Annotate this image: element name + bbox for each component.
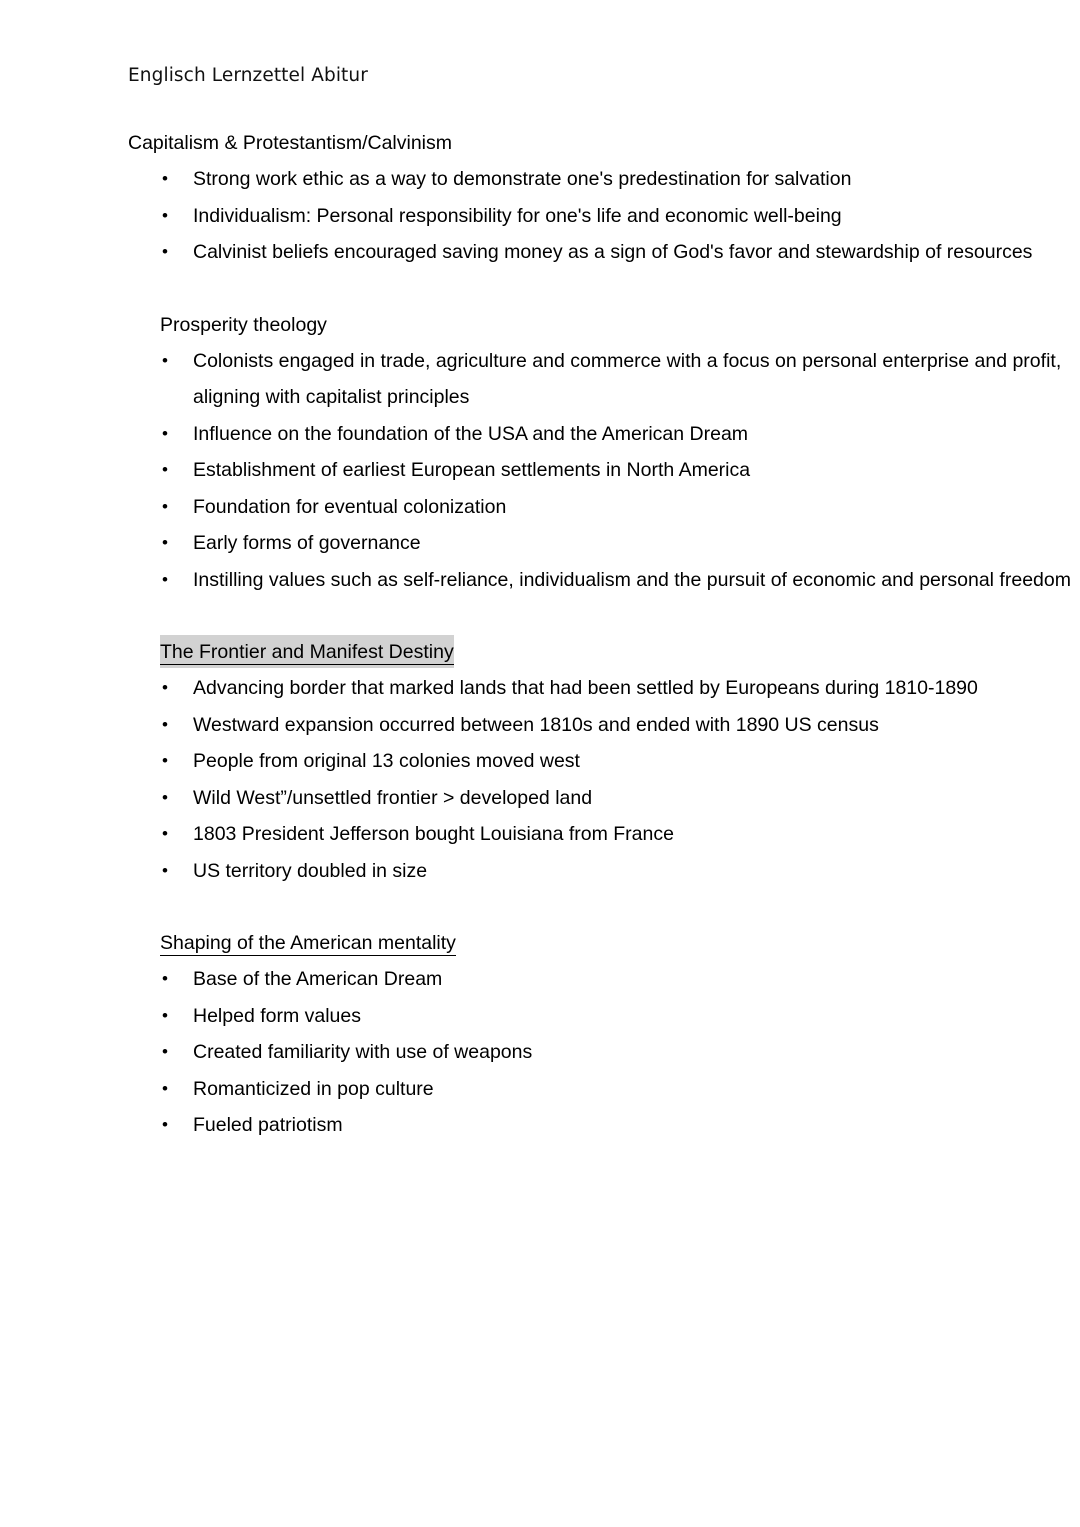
list-item	[0, 780, 1080, 817]
section-frontier-manifest-destiny	[0, 634, 1080, 889]
section-prosperity-theology	[0, 307, 1080, 599]
bullet-icon: •	[162, 751, 168, 770]
list-item-text: Foundation for eventual colonization	[193, 495, 507, 518]
bullet-icon: •	[162, 787, 168, 807]
list-item-text: Base of the American Dream	[193, 968, 443, 990]
bullet-icon: •	[162, 824, 168, 843]
document-header-title: Englisch Lernzettel Abitur	[128, 65, 368, 86]
list-item-text: 1803 President Jefferson bought Louisiana from France	[193, 823, 674, 845]
list-item-text: Calvinist beliefs encouraged saving money as a sign of God's favor and stewardship of resources	[193, 241, 1033, 263]
list-item-text: Helped form values	[193, 1004, 361, 1027]
bullet-icon: •	[162, 350, 168, 370]
list-item	[0, 670, 1080, 707]
list-item	[0, 743, 1080, 780]
list-item-text: Colonists engaged in trade, agriculture and commerce with a focus on personal enterprise and profit, aligning with capitalist principles	[193, 349, 1062, 408]
bullet-icon: •	[162, 860, 168, 880]
bullet-icon: •	[162, 460, 168, 479]
bullet-icon: •	[162, 1078, 168, 1098]
bullet-icon: •	[162, 969, 168, 988]
bullet-icon: •	[162, 496, 168, 516]
list-item	[0, 853, 1080, 890]
list-item-text: US territory doubled in size	[193, 859, 428, 882]
section-heading-text: Prosperity theology	[160, 313, 327, 336]
bullet-icon: •	[162, 169, 168, 188]
bullet-icon: •	[162, 1005, 168, 1025]
list-item	[0, 525, 1080, 562]
list-item-text: Fueled patriotism	[193, 1114, 343, 1136]
bullet-icon: •	[162, 533, 168, 552]
section-heading-highlighted	[0, 634, 1080, 670]
list-item	[0, 707, 1080, 744]
list-item-text: Early forms of governance	[193, 532, 421, 554]
list-item	[0, 452, 1080, 489]
list-item-text: Influence on the foundation of the USA and the American Dream	[193, 422, 749, 445]
bullet-icon: •	[162, 714, 168, 734]
list-item-text: People from original 13 colonies moved west	[193, 750, 580, 772]
bullet-list	[0, 343, 1080, 599]
list-item-text: Individualism: Personal responsibility for one's life and economic well-being	[193, 204, 842, 227]
list-item-text: Romanticized in pop culture	[193, 1077, 434, 1100]
list-item	[0, 562, 1080, 599]
bullet-list	[0, 161, 1080, 271]
section-capitalism-protestantism	[0, 125, 1080, 271]
list-item	[0, 489, 1080, 526]
section-gap	[0, 271, 1080, 307]
bullet-icon: •	[162, 242, 168, 261]
list-item	[0, 161, 1080, 198]
list-item-text: Advancing border that marked lands that had been settled by Europeans during 1810-1890	[193, 677, 978, 699]
list-item-text: Created familiarity with use of weapons	[193, 1041, 533, 1063]
list-item	[0, 1034, 1080, 1071]
list-item	[0, 1071, 1080, 1108]
list-item	[0, 816, 1080, 853]
list-item-text: Instilling values such as self-reliance, individualism and the pursuit of economic and personal freedom	[193, 568, 1071, 591]
bullet-list	[0, 961, 1080, 1144]
list-item	[0, 416, 1080, 453]
section-heading-text: Shaping of the American mentality	[160, 932, 456, 954]
section-heading: Capitalism & Protestantism/Calvinism	[128, 132, 453, 154]
bullet-icon: •	[162, 1042, 168, 1061]
list-item-text: Establishment of earliest European settlements in North America	[193, 459, 751, 481]
bullet-icon: •	[162, 1115, 168, 1134]
section-heading-underlined	[0, 925, 1080, 961]
document-body	[0, 125, 1080, 1144]
section-gap	[0, 889, 1080, 925]
bullet-icon: •	[162, 205, 168, 225]
list-item	[0, 234, 1080, 271]
list-item	[0, 998, 1080, 1035]
bullet-list	[0, 670, 1080, 889]
list-item-text: Westward expansion occurred between 1810s and ended with 1890 US census	[193, 713, 879, 736]
list-item-text: Strong work ethic as a way to demonstrate one's predestination for salvation	[193, 168, 852, 190]
section-heading-text: The Frontier and Manifest Destiny	[160, 641, 454, 663]
list-item	[0, 343, 1080, 416]
list-item	[0, 198, 1080, 235]
section-heading	[0, 307, 1080, 343]
section-gap	[0, 598, 1080, 634]
bullet-icon: •	[162, 678, 168, 697]
list-item-text: Wild West”/unsettled frontier > developed land	[193, 786, 593, 809]
bullet-icon: •	[162, 423, 168, 443]
list-item	[0, 961, 1080, 998]
bullet-icon: •	[162, 569, 168, 589]
list-item	[0, 1107, 1080, 1144]
section-shaping-american-mentality	[0, 925, 1080, 1144]
